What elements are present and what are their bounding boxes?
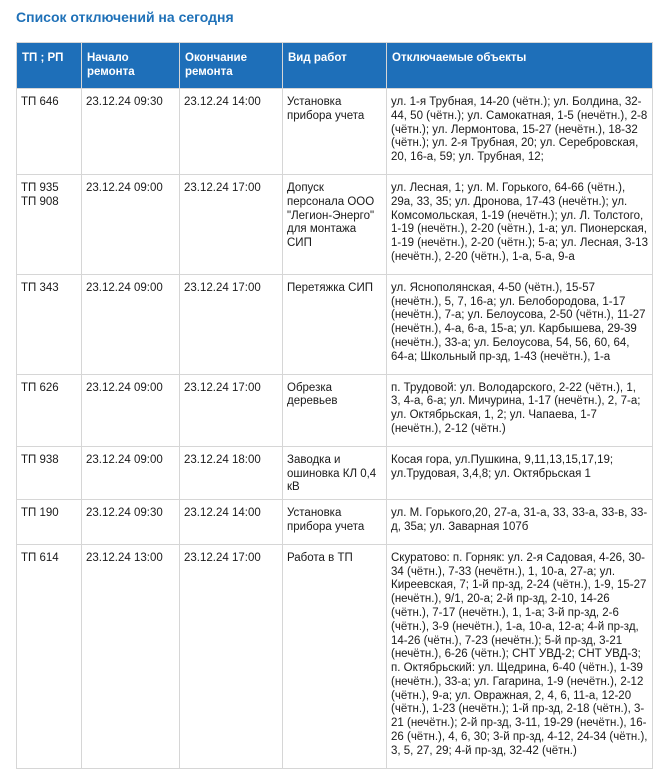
table-row xyxy=(17,89,653,175)
cell-end: 23.12.24 17:00 xyxy=(180,274,283,374)
cell-tp: ТП 614 xyxy=(17,544,82,768)
cell-work: Перетяжка СИП xyxy=(283,274,387,374)
table-row xyxy=(17,274,653,374)
table-row xyxy=(17,544,653,768)
cell-end: 23.12.24 18:00 xyxy=(180,446,283,499)
cell-work: Заводка и ошиновка КЛ 0,4 кВ xyxy=(283,446,387,499)
header-objects: Отключаемые объекты xyxy=(387,43,653,89)
header-work: Вид работ xyxy=(283,43,387,89)
cell-objects: ул. М. Горького,20, 27-а, 31-а, 33, 33-а, 33-в, 33-д, 35а; ул. Заварная 107б xyxy=(387,500,653,545)
header-end: Окончание ремонта xyxy=(180,43,283,89)
cell-end: 23.12.24 17:00 xyxy=(180,374,283,446)
cell-objects: п. Трудовой: ул. Володарского, 2-22 (чётн.), 1, 3, 4-а, 6-а; ул. Мичурина, 1-17 (нечётн.), 2, 7-а; ул. Октябрьская, 1, 2; ул. Чапаева, 1-7 (нечётн.), 2-12 (чётн.) xyxy=(387,374,653,446)
cell-tp: ТП 938 xyxy=(17,446,82,499)
cell-start: 23.12.24 13:00 xyxy=(82,544,180,768)
cell-start: 23.12.24 09:00 xyxy=(82,446,180,499)
table-row xyxy=(17,174,653,274)
table-row xyxy=(17,374,653,446)
cell-work: Обрезка деревьев xyxy=(283,374,387,446)
cell-end: 23.12.24 14:00 xyxy=(180,500,283,545)
cell-objects: Скуратово: п. Горняк: ул. 2-я Садовая, 4-26, 30-34 (чётн.), 7-33 (нечётн.), 1, 10-а, 27-а; ул. Киреевская, 7; 1-й пр-зд, 2-24 (чётн.), 1-9, 15-27 (нечётн.), 9/1, 20-а; 2-й пр-зд, 2-10, 14-26 (чётн.), 7-17 (нечётн.), 1, 1-а; 3-й пр-зд, 2-6 (чётн.), 3-9 (нечётн.), 1-а, 10-а, 12-а; 4-й пр-зд, 14-26 (чётн.), 7-23 (нечётн.); 5-й пр-зд, 3-21 (нечётн.), 6-26 (чётн.); СНТ УВД-2; СНТ УВД-3; п. Октябрьский: ул. Щедрина, 6-40 (чётн.), 1-39 (нечётн.), 33-а; ул. Гагарина, 1-9 (нечётн.), 2-12 (чётн.), 9-а; ул. Овражная, 2, 4, 6, 11-а, 12-20 (чётн.), 1-23 (нечётн.); 1-й пр-зд, 2-18 (чётн.), 3-21 (нечётн.); 2-й пр-зд, 3-11, 19-29 (нечётн.), 16-26 (чётн.), 4, 6, 30; 3-й пр-зд, 4-12, 24-34 (чётн.), 3, 5, 27, 29; 4-й пр-зд, 32-42 (чётн.) xyxy=(387,544,653,768)
cell-tp: ТП 646 xyxy=(17,89,82,175)
cell-end: 23.12.24 14:00 xyxy=(180,89,283,175)
table-row xyxy=(17,500,653,545)
cell-work: Установка прибора учета xyxy=(283,500,387,545)
table-row xyxy=(17,446,653,499)
cell-tp: ТП 343 xyxy=(17,274,82,374)
cell-tp: ТП 626 xyxy=(17,374,82,446)
cell-start: 23.12.24 09:00 xyxy=(82,174,180,274)
cell-work: Работа в ТП xyxy=(283,544,387,768)
cell-tp: ТП 190 xyxy=(17,500,82,545)
page-title: Список отключений на сегодня xyxy=(16,9,234,25)
cell-start: 23.12.24 09:00 xyxy=(82,274,180,374)
header-start: Начало ремонта xyxy=(82,43,180,89)
cell-objects: ул. 1-я Трубная, 14-20 (чётн.); ул. Болдина, 32-44, 50 (чётн.); ул. Самокатная, 1-5 (нечётн.), 2-8 (чётн.); ул. Лермонтова, 15-27 (нечётн.), 18-32 (чётн.); ул. 2-я Трубная, 20; ул. Серебровская, 20, 16-а, 59; ул. Трубная, 12; xyxy=(387,89,653,175)
cell-objects: Косая гора, ул.Пушкина, 9,11,13,15,17,19; ул.Трудовая, 3,4,8; ул. Октябрьская 1 xyxy=(387,446,653,499)
cell-start: 23.12.24 09:00 xyxy=(82,374,180,446)
table-header-row xyxy=(17,43,653,89)
cell-tp: ТП 935 ТП 908 xyxy=(17,174,82,274)
cell-start: 23.12.24 09:30 xyxy=(82,500,180,545)
cell-objects: ул. Лесная, 1; ул. М. Горького, 64-66 (чётн.), 29а, 33, 35; ул. Дронова, 17-43 (нечётн.); ул. Комсомольская, 1-19 (нечётн.); ул. Л. Толстого, 1-19 (нечётн.), 2-20 (чётн.), 1-а; ул. Пионерская, 1-19 (нечётн.), 2-20 (чётн.); 5-а; ул. Лесная, 3-13 (нечётн.), 2-20 (чётн.), 1-а, 5-а, 9-а xyxy=(387,174,653,274)
cell-start: 23.12.24 09:30 xyxy=(82,89,180,175)
outage-table xyxy=(16,42,653,769)
cell-work: Допуск персонала ООО "Легион-Энерго" для монтажа СИП xyxy=(283,174,387,274)
header-tp: ТП ; РП xyxy=(17,43,82,89)
cell-end: 23.12.24 17:00 xyxy=(180,544,283,768)
cell-work: Установка прибора учета xyxy=(283,89,387,175)
cell-end: 23.12.24 17:00 xyxy=(180,174,283,274)
cell-objects: ул. Яснополянская, 4-50 (чётн.), 15-57 (нечётн.), 5, 7, 16-а; ул. Белобородова, 1-17 (нечётн.), 7-а; ул. Белоусова, 2-50 (чётн.), 11-27 (нечётн.), 4-а, 6-а, 15-а; ул. Карбышева, 29-39 (нечётн.), 33-а; ул. Белоусова, 54, 56, 60, 64, 64-а; Школьный пр-зд, 1-43 (нечётн.), 1-а xyxy=(387,274,653,374)
